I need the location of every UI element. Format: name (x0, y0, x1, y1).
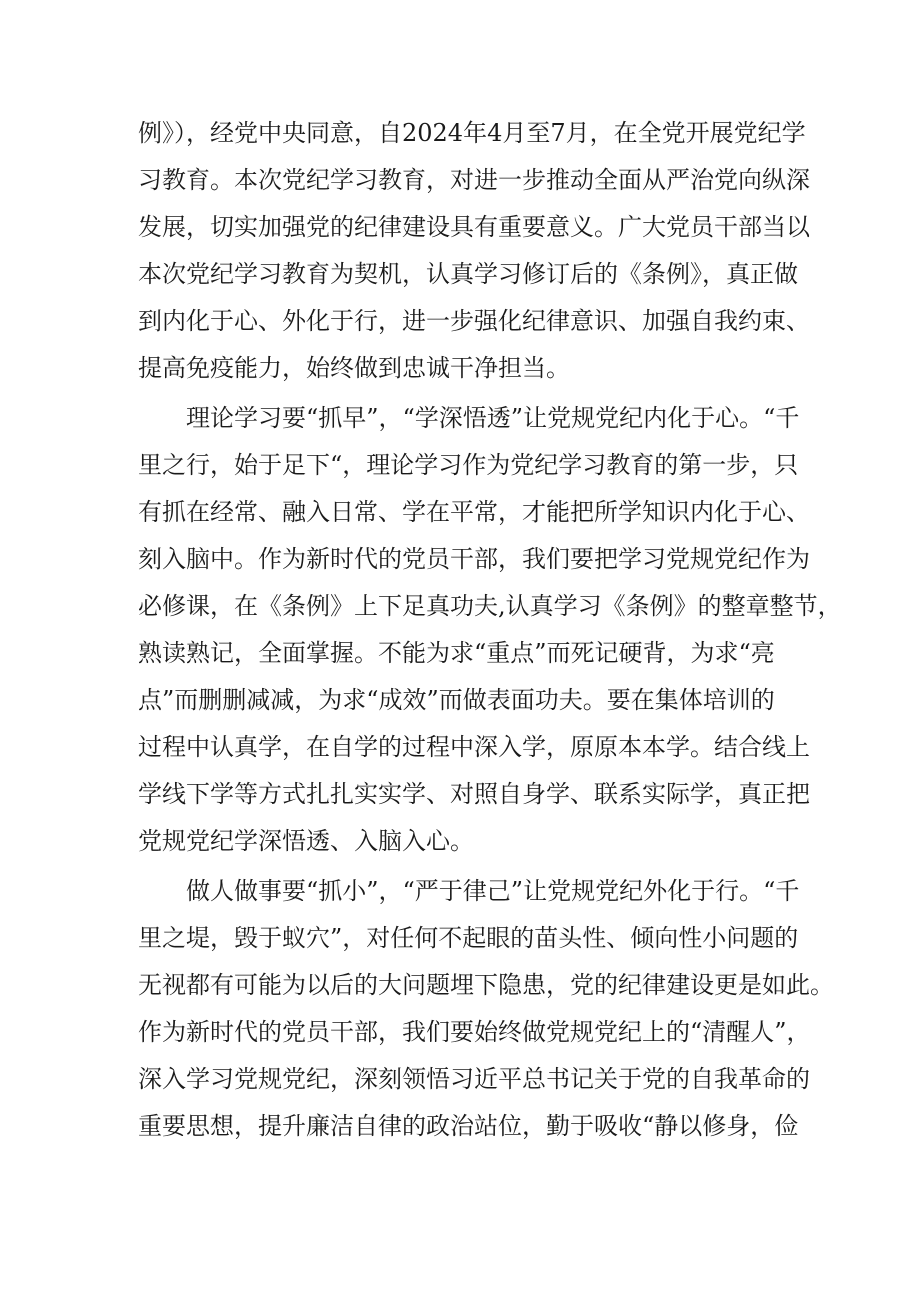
text-line: 重要思想，提升廉洁自律的政治站位，勤于吸收“静以修身，俭 (138, 1112, 799, 1140)
text-line: 过程中认真学，在自学的过程中深入学，原原本本学。结合线上 (138, 733, 810, 761)
text-line: 党规党纪学深悟透、入脑入心。 (138, 827, 474, 855)
text-line: 习教育。本次党纪学习教育，对进一步推动全面从严治党向纵深 (138, 166, 810, 194)
text-line: 本次党纪学习教育为契机，认真学习修订后的《条例》，真正做 (138, 260, 798, 288)
text-line: 提高免疫能力，始终做到忠诚干净担当。 (138, 354, 570, 382)
text-line: 里之行，始于足下“，理论学习作为党纪学习教育的第一步，只 (138, 451, 799, 479)
text-line: 熟读熟记，全面掌握。不能为求“重点”而死记硬背，为求“亮 (138, 639, 775, 667)
text-line: 做人做事要“抓小”，“严于律己”让党规党纪外化于行。“千 (138, 877, 800, 905)
document-body (138, 110, 842, 1150)
text-line: 到内化于心、外化于行，进一步强化纪律意识、加强自我约束、 (138, 307, 810, 335)
text-line: 必修课，在《条例》上下足真功夫,认真学习《条例》的整章整节， (138, 592, 842, 620)
text-line: 无视都有可能为以后的大问题埋下隐患，党的纪律建设更是如此。 (138, 971, 834, 999)
paragraph-3 (138, 868, 834, 1150)
paragraph-2 (138, 395, 842, 865)
text-line: 发展，切实加强党的纪律建设具有重要意义。广大党员干部当以 (138, 213, 810, 241)
text-line: 有抓在经常、融入日常、学在平常，才能把所学知识内化于心、 (138, 498, 810, 526)
text-line: 理论学习要“抓早”，“学深悟透”让党规党纪内化于心。“千 (138, 404, 800, 432)
paragraph-1 (138, 110, 810, 392)
text-line: 作为新时代的党员干部，我们要始终做党规党纪上的“清醒人”， (138, 1018, 811, 1046)
text-line: 刻入脑中。作为新时代的党员干部，我们要把学习党规党纪作为 (138, 545, 810, 573)
text-line: 点”而删删减减，为求“成效”而做表面功夫。要在集体培训的 (138, 686, 775, 714)
text-line: 里之堤，毁于蚁穴”，对任何不起眼的苗头性、倾向性小问题的 (138, 924, 799, 952)
text-line: 学线下学等方式扎扎实实学、对照自身学、联系实际学，真正把 (138, 780, 810, 808)
text-line: 例》），经党中央同意，自2024年4月至7月，在全党开展党纪学 (138, 119, 806, 147)
text-line: 深入学习党规党纪，深刻领悟习近平总书记关于党的自我革命的 (138, 1065, 810, 1093)
